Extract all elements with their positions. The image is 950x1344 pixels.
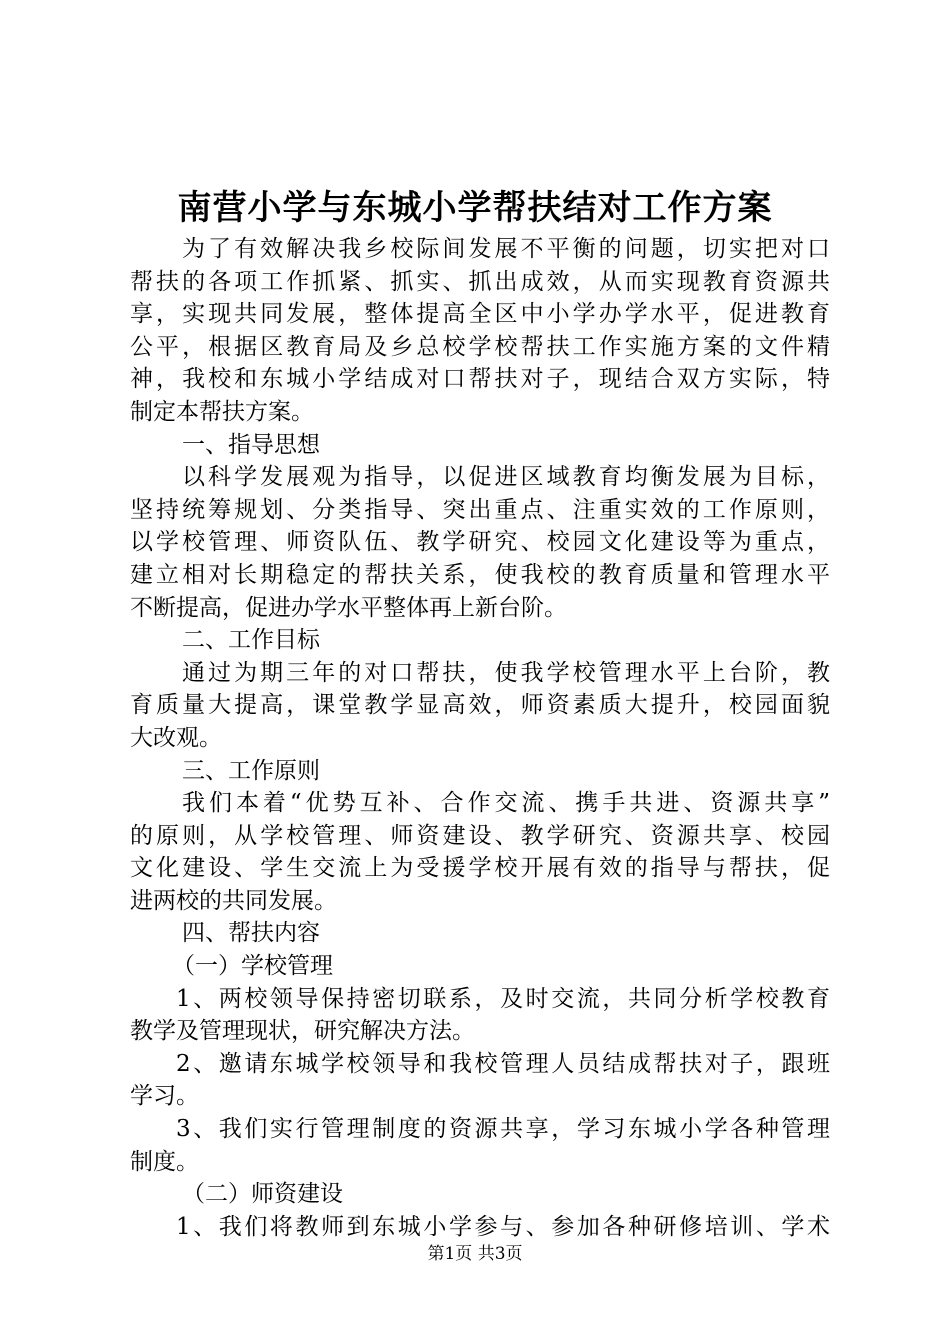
subsection-heading: （一）学校管理: [172, 953, 333, 980]
body-line: 公平，根据区教育局及乡总校学校帮扶工作实施方案的文件精: [130, 333, 830, 360]
body-line: 通过为期三年的对口帮扶，使我学校管理水平上台阶，教: [182, 659, 830, 686]
body-line: 1、我们将教师到东城小学参与、参加各种研修培训、学术: [176, 1213, 830, 1240]
body-line: 坚持统筹规划、分类指导、突出重点、注重实效的工作原则，: [130, 496, 830, 523]
body-line: 帮扶的各项工作抓紧、抓实、抓出成效，从而实现教育资源共: [130, 268, 830, 295]
body-line: 制定本帮扶方案。: [130, 398, 314, 425]
body-line: 的原则，从学校管理、师资建设、教学研究、资源共享、校园: [130, 822, 830, 849]
page-footer: 第1页 共3页: [427, 1244, 523, 1264]
subsection-heading: （二）师资建设: [182, 1181, 343, 1208]
document-body: [130, 233, 830, 1243]
body-line: 2、邀请东城学校领导和我校管理人员结成帮扶对子，跟班: [176, 1050, 830, 1077]
body-line: 为了有效解决我乡校际间发展不平衡的问题，切实把对口: [182, 236, 830, 262]
body-line: 制度。: [130, 1148, 199, 1175]
body-line: 我们本着“优势互补、合作交流、携手共进、资源共享”: [182, 790, 830, 817]
body-line: 3、我们实行管理制度的资源共享，学习东城小学各种管理: [176, 1116, 830, 1143]
document-title: 南营小学与东城小学帮扶结对工作方案: [177, 188, 773, 228]
body-line: 以科学发展观为指导，以促进区域教育均衡发展为目标，: [182, 464, 830, 491]
section-heading: 三、工作原则: [182, 757, 320, 784]
body-line: 文化建设、学生交流上为受援学校开展有效的指导与帮扶，促: [130, 855, 830, 882]
body-line: 不断提高，促进办学水平整体再上新台阶。: [130, 594, 567, 621]
body-line: 神，我校和东城小学结成对口帮扶对子，现结合双方实际，特: [130, 366, 830, 393]
body-line: 建立相对长期稳定的帮扶关系，使我校的教育质量和管理水平: [130, 561, 830, 588]
section-heading: 二、工作目标: [182, 627, 320, 654]
section-heading: 一、指导思想: [182, 431, 320, 458]
body-line: 享，实现共同发展，整体提高全区中小学办学水平，促进教育: [130, 301, 830, 328]
body-line: 大改观。: [130, 724, 222, 751]
body-line: 育质量大提高，课堂教学显高效，师资素质大提升，校园面貌: [130, 692, 830, 719]
body-line: 以学校管理、师资队伍、教学研究、校园文化建设等为重点，: [130, 529, 830, 556]
body-line: 学习。: [130, 1083, 199, 1110]
body-line: 教学及管理现状，研究解决方法。: [130, 1018, 475, 1045]
body-line: 进两校的共同发展。: [130, 887, 337, 914]
section-heading: 四、帮扶内容: [182, 920, 320, 947]
body-line: 1、两校领导保持密切联系，及时交流，共同分析学校教育: [176, 985, 830, 1012]
